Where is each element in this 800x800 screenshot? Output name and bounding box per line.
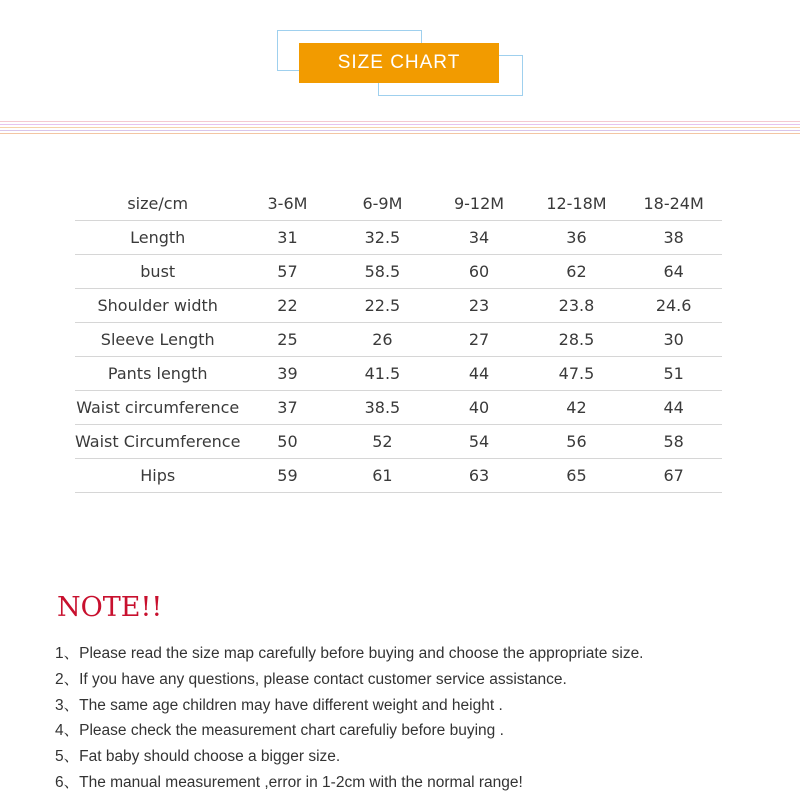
table-cell: 62: [528, 255, 626, 289]
note-item: 3、The same age children may have different weight and height .: [55, 696, 503, 714]
table-cell: 58: [625, 425, 722, 459]
table-cell: 23.8: [528, 289, 626, 323]
size-chart-title: SIZE CHART: [299, 43, 499, 83]
table-cell: 22: [240, 289, 334, 323]
table-cell: 56: [528, 425, 626, 459]
table-cell: 36: [528, 221, 626, 255]
table-cell: 26: [334, 323, 430, 357]
note-list: [55, 641, 644, 796]
note-title: NOTE!!: [57, 592, 163, 623]
table-header-cell: 6-9M: [334, 187, 430, 221]
row-label: Hips: [75, 459, 240, 493]
table-cell: 32.5: [334, 221, 430, 255]
table-cell: 38.5: [334, 391, 430, 425]
table-header-cell: 12-18M: [528, 187, 626, 221]
table-cell: 63: [430, 459, 527, 493]
table-cell: 41.5: [334, 357, 430, 391]
table-header-row: [75, 187, 722, 221]
table-row: [75, 221, 722, 255]
table-row: [75, 357, 722, 391]
table-cell: 44: [625, 391, 722, 425]
table-cell: 25: [240, 323, 334, 357]
table-cell: 38: [625, 221, 722, 255]
table-cell: 39: [240, 357, 334, 391]
table-cell: 30: [625, 323, 722, 357]
table-cell: 34: [430, 221, 527, 255]
table-row: [75, 459, 722, 493]
table-cell: 60: [430, 255, 527, 289]
table-cell: 51: [625, 357, 722, 391]
table-row: [75, 255, 722, 289]
table-cell: 52: [334, 425, 430, 459]
table-cell: 57: [240, 255, 334, 289]
table-cell: 22.5: [334, 289, 430, 323]
table-cell: 42: [528, 391, 626, 425]
row-label: Shoulder width: [75, 289, 240, 323]
note-item: 2、If you have any questions, please contact customer service assistance.: [55, 670, 567, 688]
table-header-cell: 9-12M: [430, 187, 527, 221]
table-cell: 37: [240, 391, 334, 425]
table-row: [75, 289, 722, 323]
table-cell: 50: [240, 425, 334, 459]
table-cell: 65: [528, 459, 626, 493]
table-cell: 47.5: [528, 357, 626, 391]
table-cell: 61: [334, 459, 430, 493]
table-cell: 28.5: [528, 323, 626, 357]
note-item: 6、The manual measurement ,error in 1-2cm with the normal range!: [55, 773, 523, 791]
table-header-cell: size/cm: [75, 187, 240, 221]
table-cell: 67: [625, 459, 722, 493]
table-cell: 27: [430, 323, 527, 357]
table-row: [75, 425, 722, 459]
table-cell: 54: [430, 425, 527, 459]
row-label: Waist circumference: [75, 391, 240, 425]
table-cell: 40: [430, 391, 527, 425]
table-cell: 31: [240, 221, 334, 255]
table-cell: 59: [240, 459, 334, 493]
note-item: 1、Please read the size map carefully before buying and choose the appropriate size.: [55, 645, 644, 662]
size-table: [75, 187, 722, 493]
row-label: Sleeve Length: [75, 323, 240, 357]
table-cell: 64: [625, 255, 722, 289]
table-cell: 23: [430, 289, 527, 323]
table-header-cell: 3-6M: [240, 187, 334, 221]
table-row: [75, 391, 722, 425]
row-label: Length: [75, 221, 240, 255]
row-label: Waist Circumference: [75, 425, 240, 459]
note-item: 4、Please check the measurement chart carefuliy before buying .: [55, 722, 504, 740]
table-row: [75, 323, 722, 357]
table-cell: 24.6: [625, 289, 722, 323]
decorative-stripes: [0, 121, 800, 137]
note-item: 5、Fat baby should choose a bigger size.: [55, 748, 341, 766]
table-header-cell: 18-24M: [625, 187, 722, 221]
table-cell: 58.5: [334, 255, 430, 289]
row-label: bust: [75, 255, 240, 289]
table-cell: 44: [430, 357, 527, 391]
row-label: Pants length: [75, 357, 240, 391]
